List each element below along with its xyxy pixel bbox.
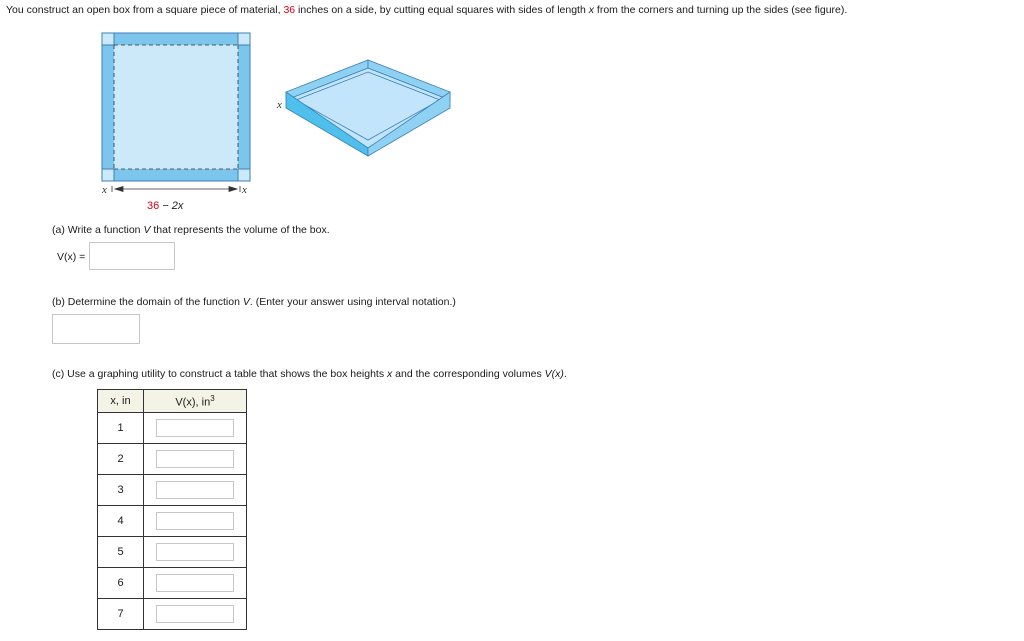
- x-value: 5: [98, 537, 144, 568]
- side-length-value: 36: [283, 4, 296, 16]
- volume-input[interactable]: [156, 543, 234, 561]
- volume-input[interactable]: [156, 512, 234, 530]
- dimension-arrow: [112, 186, 240, 192]
- folded-box: [286, 60, 450, 156]
- part-c-prompt: (c) Use a graphing utility to construct a table that shows the box heights x and the corresponding volumes V(x).: [52, 368, 567, 380]
- sheet-right-strip: [238, 33, 250, 181]
- table-row: [98, 568, 247, 599]
- part-b-prompt: (b) Determine the domain of the function V. (Enter your answer using interval notation.): [52, 296, 456, 308]
- volume-input[interactable]: [156, 450, 234, 468]
- table-row: [98, 599, 247, 630]
- corner-square-bl: [102, 169, 114, 181]
- corner-square-br: [238, 169, 250, 181]
- sheet-center: [114, 45, 238, 169]
- volume-input[interactable]: [156, 481, 234, 499]
- x-value: 7: [98, 599, 144, 630]
- x-value: 1: [98, 413, 144, 444]
- x-value: 4: [98, 506, 144, 537]
- x-label-right: x: [242, 184, 247, 196]
- sheet-top-strip: [102, 33, 250, 45]
- domain-input[interactable]: [52, 314, 140, 344]
- volume-input[interactable]: [156, 605, 234, 623]
- x-value: 6: [98, 568, 144, 599]
- header-volume: V(x), $in^3$: [144, 390, 247, 413]
- corner-square-tr: [238, 33, 250, 45]
- x-value: 3: [98, 475, 144, 506]
- x-value: 2: [98, 444, 144, 475]
- problem-statement: You construct an open box from a square piece of material, 36 inches on a side, by cutting equal squares with sides of length x from the corners and turning up the sides (see figure).: [6, 4, 848, 16]
- part-a-prompt: (a) Write a function V that represents the volume of the box.: [52, 224, 330, 236]
- volume-function-input[interactable]: [89, 242, 175, 270]
- dimension-label: 36 − 2x: [147, 200, 184, 212]
- box-height-label: x: [277, 99, 282, 111]
- x-label-left: x: [102, 184, 107, 196]
- table-row: [98, 413, 247, 444]
- header-x: x, in: [98, 390, 144, 413]
- volume-table: [97, 389, 247, 630]
- table-row: [98, 506, 247, 537]
- table-row: [98, 475, 247, 506]
- sheet-left-strip: [102, 33, 114, 181]
- sheet-bottom-strip: [102, 169, 250, 181]
- table-header-row: [98, 390, 247, 413]
- table-row: [98, 537, 247, 568]
- table-row: [98, 444, 247, 475]
- volume-input[interactable]: [156, 574, 234, 592]
- volume-input[interactable]: [156, 419, 234, 437]
- box-figure: [90, 30, 460, 200]
- volume-function-label: V(x) =: [57, 251, 86, 263]
- corner-square-tl: [102, 33, 114, 45]
